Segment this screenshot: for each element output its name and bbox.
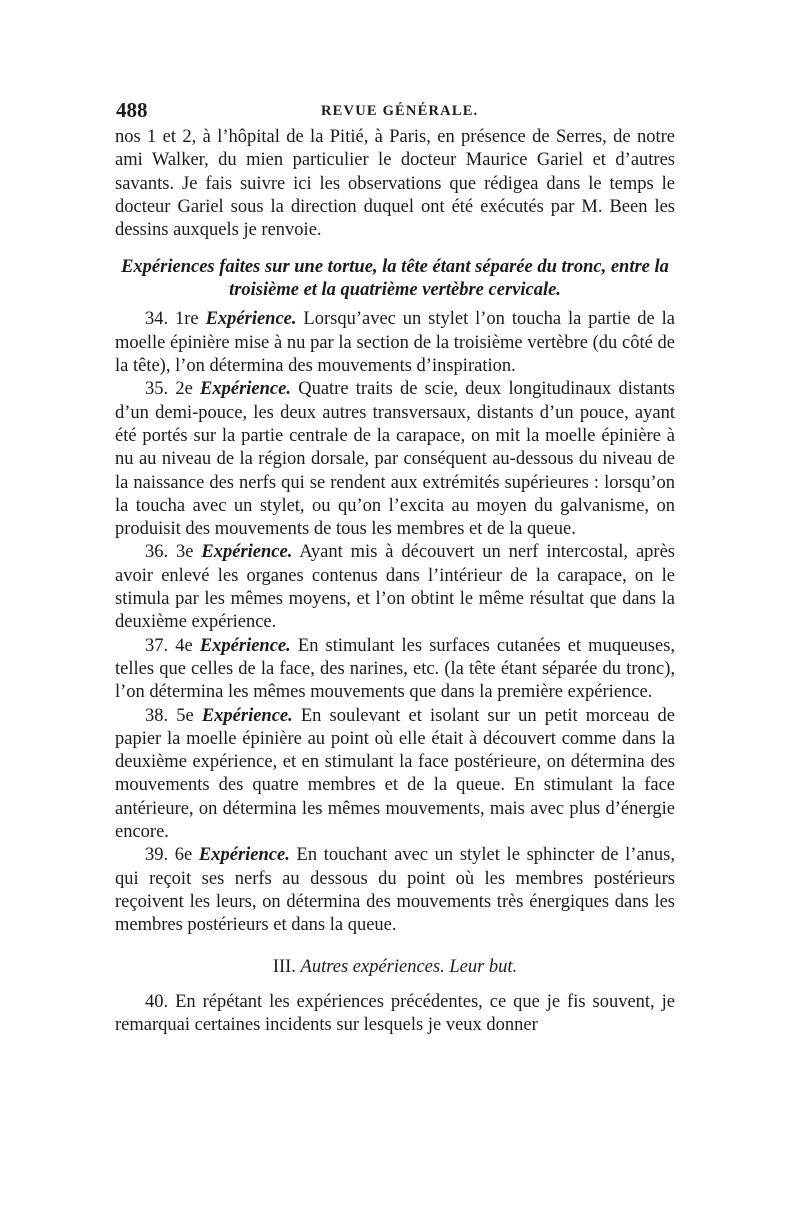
opening-paragraph: nos 1 et 2, à l’hôpital de la Pitié, à Paris, en présence de Serres, de notre ami Walker, du mien particulier le docteur Maurice Gariel et d’autres savants. Je fais suivre ici les observations que rédigea dans le temps le docteur Gariel sous la direction duquel ont été exécutés par M. Been les dessins auxquels je renvoie. (115, 127, 675, 241)
body-text (115, 126, 675, 1037)
experiment-paragraph-36 (115, 541, 675, 634)
experiment-label: Expérience. (201, 542, 293, 563)
experiment-label: Expérience. (198, 845, 290, 866)
experiment-paragraph-35 (115, 378, 675, 541)
closing-paragraph: 40. En répétant les expériences précédentes, ce que je fis souvent, je remarquai certaines incidents sur lesquels je veux donner (115, 991, 675, 1036)
paragraph-number: 36. 3e (145, 542, 194, 563)
part-heading (115, 956, 675, 979)
paragraph-number: 35. 2e (145, 379, 193, 400)
part-numeral: III. (272, 956, 296, 977)
experiment-label: Expérience. (199, 635, 291, 656)
experiment-label: Expérience. (205, 309, 297, 330)
running-head: REVUE GÉNÉRALE. (321, 103, 479, 119)
experiment-label: Expérience. (200, 379, 291, 400)
paragraph-number: 39. 6e (145, 845, 193, 866)
paragraph-text: Quatre traits de scie, deux longitudinaux distants d’un demi-pouce, les deux autres transversaux, distants d’un pouce, ayant été portés sur la partie centrale de la carapace, on mit la moelle épinière à nu au niveau de la région dorsale, par conséquent au-dessous du niveau de la naissance des nerfs qui se rendent aux extrémités supérieures : lorsqu’on la toucha avec un stylet, ou qu’on l’excita au moyen du galvanisme, on produisit des mouvements de tous les membres et de la queue. (115, 379, 676, 540)
paragraph-number: 34. 1re (145, 309, 199, 330)
experiment-paragraph-38 (115, 705, 675, 845)
experiment-label: Expérience. (201, 705, 293, 726)
section-heading: Expériences faites sur une tortue, la tête étant séparée du tronc, entre la troisième et la quatrième vertèbre cervicale. (121, 257, 669, 301)
experiment-paragraph-34 (115, 308, 675, 378)
paragraph-text: En stimulant les surfaces cutanées et muqueuses, telles que celles de la face, des narines, etc. (la tête étant séparée du tronc), l’on détermina les mêmes mouvements que dans la première expérience. (115, 635, 676, 703)
paragraph-text: En touchant avec un stylet le sphincter de l’anus, qui reçoit ses nerfs au dessous du point où les membres postérieurs reçoivent les leurs, on détermina des mouvements très énergiques dans les membres postérieurs et dans la queue. (115, 845, 676, 936)
page-header (116, 98, 676, 126)
paragraph-text: Lorsqu’avec un stylet l’on toucha la partie de la moelle épinière mise à nu par la section de la troisième vertèbre (du côté de la tête), l’on détermina des mouvements d’inspiration. (115, 309, 676, 377)
paragraph-number: 38. 5e (145, 705, 194, 726)
paragraph-number: 37. 4e (145, 635, 193, 656)
page-number: 488 (116, 98, 148, 122)
paragraph-text: Ayant mis à découvert un nerf intercostal, après avoir enlevé les organes contenus dans l’intérieur de la carapace, on le stimula par les mêmes moyens, et l’on obtint le même résultat que dans la deuxième expérience. (115, 542, 675, 633)
experiment-paragraph-39 (115, 844, 675, 937)
paragraph-text: En soulevant et isolant sur un petit morceau de papier la moelle épinière au point où elle était à découvert comme dans la deuxième expérience, et en stimulant la face postérieure, on détermina des mouvements des quatre membres et de la queue. En stimulant la face antérieure, on détermina les mêmes mouvements, mais avec plus d’énergie encore. (115, 705, 675, 843)
experiment-paragraph-37 (115, 635, 675, 705)
part-title: Autres expériences. Leur but. (300, 956, 518, 977)
